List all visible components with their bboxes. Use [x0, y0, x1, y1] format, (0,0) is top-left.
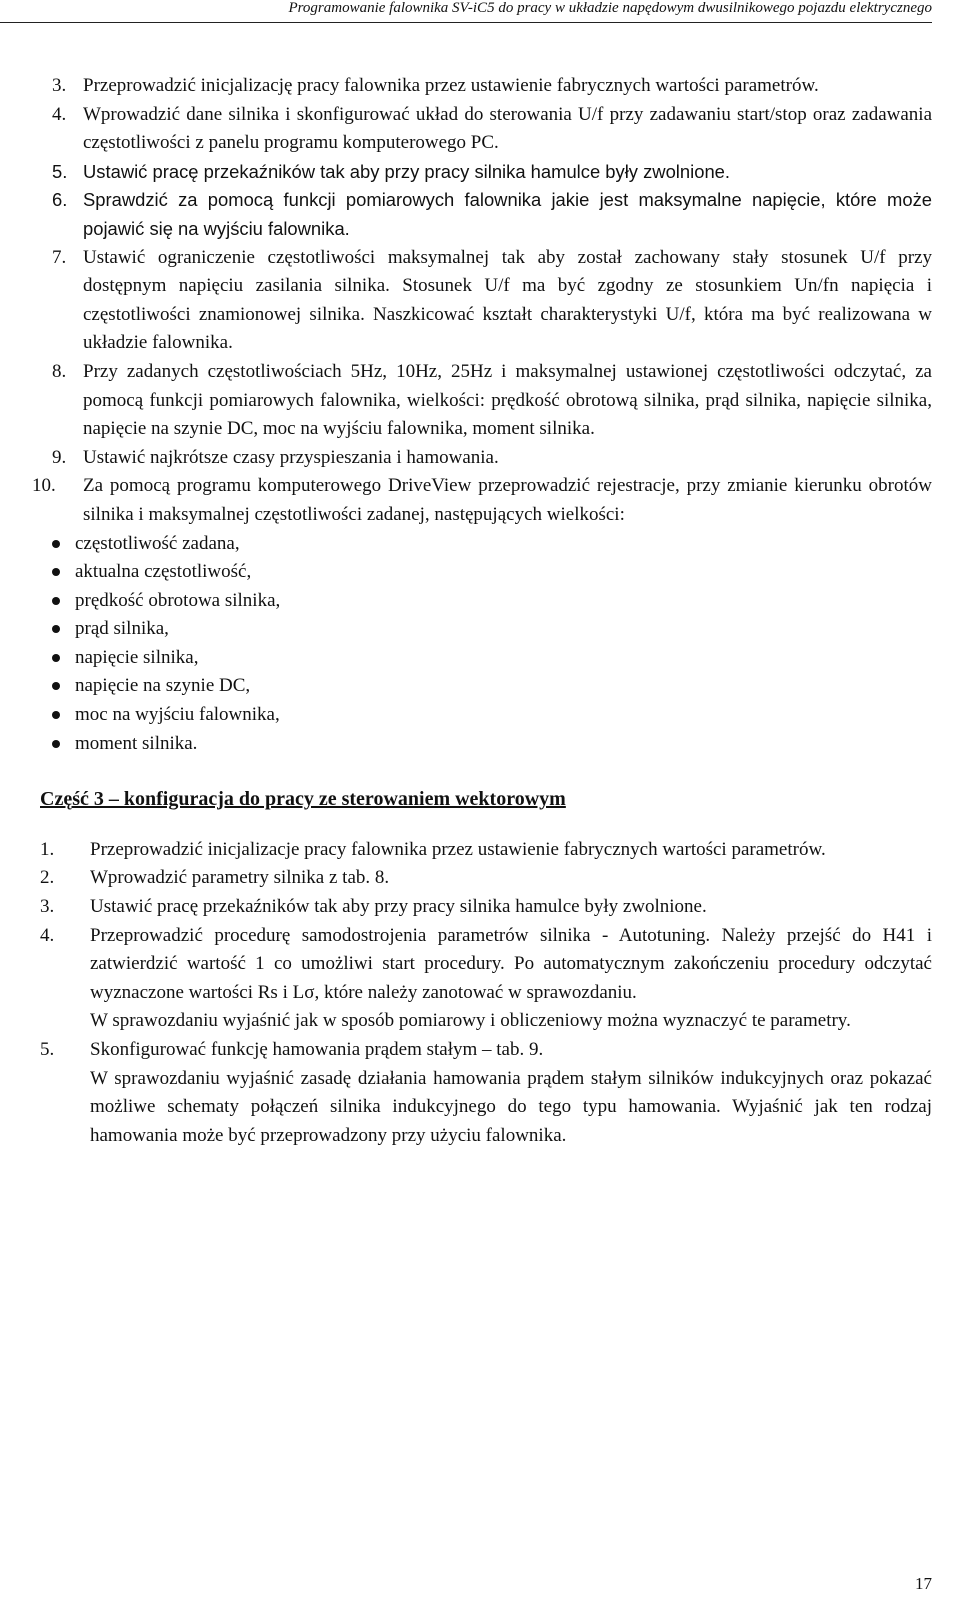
bullet-dot-icon — [52, 615, 75, 644]
running-header — [0, 0, 932, 23]
bullet-dot-icon — [52, 587, 75, 616]
bullet-dot-icon — [52, 730, 75, 759]
item-continuation: W sprawozdaniu wyjaśnić zasadę działania hamowania prądem stałym silników indukcyjnych oraz pokazać możliwe schematy połączeń silnika indukcyjnego do tego typu hamowania. Wyjaśnić jak ten rodzaj hamowania może być przeprowadzony przy użyciu falownika. — [90, 1067, 932, 1146]
item-text: Skonfigurować funkcję hamowania prądem stałym – tab. 9. — [90, 1039, 544, 1060]
list-item — [52, 444, 932, 473]
list-item — [40, 1036, 932, 1065]
bullet-text: moment silnika. — [75, 732, 198, 754]
bullet-dot-icon — [52, 701, 75, 730]
bullet-dot-icon — [52, 644, 75, 673]
item-text: Przeprowadzić inicjalizacje pracy falownika przez ustawienie fabrycznych wartości parametrów. — [90, 838, 826, 860]
item-text: Ustawić najkrótsze czasy przyspieszania i hamowania. — [83, 446, 499, 468]
item-number: 5. — [52, 160, 68, 182]
list-item — [52, 158, 932, 187]
item-number: 5. — [40, 1039, 55, 1060]
list-item — [52, 72, 932, 101]
bullet-text: prąd silnika, — [75, 618, 169, 640]
item-number: 8. — [52, 360, 67, 382]
part2-list — [32, 72, 932, 530]
bullet-item — [52, 672, 932, 701]
section-heading: Część 3 – konfiguracja do pracy ze sterowaniem wektorowym — [40, 788, 566, 811]
bullet-item — [52, 558, 932, 587]
document-body — [32, 72, 932, 1150]
part3-list — [40, 836, 932, 1151]
bullet-item — [52, 615, 932, 644]
bullet-text: napięcie na szynie DC, — [75, 675, 251, 697]
bullet-item — [52, 701, 932, 730]
item-text: Przeprowadzić inicjalizację pracy falownika przez ustawienie fabrycznych wartości parametrów. — [83, 75, 819, 96]
item-number: 7. — [52, 246, 67, 268]
bullet-text: napięcie silnika, — [75, 646, 199, 668]
bullet-item — [52, 730, 932, 759]
item-number: 10. — [32, 475, 56, 497]
item-text: Wprowadzić dane silnika i skonfigurować układ do sterowania U/f przy zadawaniu start/stop oraz zadawania częstotliwości z panelu programu komputerowego PC. — [83, 103, 932, 154]
list-item — [52, 244, 932, 358]
bullet-text: aktualna częstotliwość, — [75, 561, 252, 583]
bullet-text: częstotliwość zadana, — [75, 532, 240, 554]
page-number: 17 — [915, 1574, 932, 1593]
list-item — [40, 864, 932, 893]
item-continuation: W sprawozdaniu wyjaśnić jak w sposób pomiarowy i obliczeniowy można wyznaczyć te parametry. — [90, 1010, 851, 1032]
bullet-dot-icon — [52, 558, 75, 587]
item-number: 3. — [52, 75, 67, 96]
item-number: 1. — [40, 838, 55, 860]
item-number: 2. — [40, 867, 55, 889]
list-item — [52, 101, 932, 158]
header-title: Programowanie falownika SV-iC5 do pracy w układzie napędowym dwusilnikowego pojazdu elektrycznego — [0, 0, 932, 23]
item-number: 4. — [52, 103, 67, 125]
item-number: 4. — [40, 924, 55, 946]
list-item — [52, 186, 932, 243]
item-text: Ustawić pracę przekaźników tak aby przy pracy silnika hamulce były zwolnione. — [83, 160, 731, 182]
list-item — [40, 922, 932, 1008]
bullet-item — [52, 644, 932, 673]
item-number: 3. — [40, 896, 55, 918]
item-number: 9. — [52, 446, 67, 468]
item-text: Ustawić ograniczenie częstotliwości maksymalnej tak aby został zachowany stały stosunek U/f przy dostępnym napięciu zasilania silnika. Stosunek U/f ma być zgodny ze stosunkiem Un/fn napięcia i częstotliwości znamionowej silnika. Naszkicować kształt charakterystyki U/f, która ma być realizowana w układzie falownika. — [83, 246, 932, 354]
measured-quantities-list — [52, 530, 932, 759]
bullet-text: moc na wyjściu falownika, — [75, 704, 280, 726]
item-text: Przy zadanych częstotliwościach 5Hz, 10Hz, 25Hz i maksymalnej ustawionej częstotliwości odczytać, za pomocą funkcji pomiarowych falownika, wielkości: prędkość obrotową silnika, prąd silnika, napięcie silnika, napięcie na szynie DC, moc na wyjściu falownika, moment silnika. — [83, 360, 932, 440]
item-text: Sprawdzić za pomocą funkcji pomiarowych falownika jakie jest maksymalne napięcie, które może pojawić się na wyjściu falownika. — [83, 189, 932, 239]
item-number: 6. — [52, 189, 68, 211]
list-item — [40, 893, 932, 922]
item-text: Za pomocą programu komputerowego DriveView przeprowadzić rejestracje, przy zmianie kierunku obrotów silnika i maksymalnej częstotliwości zadanej, następujących wielkości: — [83, 475, 932, 525]
item-text: Ustawić pracę przekaźników tak aby przy pracy silnika hamulce były zwolnione. — [90, 896, 707, 918]
list-item — [52, 358, 932, 444]
bullet-item — [52, 587, 932, 616]
bullet-text: prędkość obrotowa silnika, — [75, 589, 281, 611]
list-item — [40, 836, 932, 865]
item-text: Wprowadzić parametry silnika z tab. 8. — [90, 867, 390, 889]
bullet-item — [52, 530, 932, 559]
list-item — [32, 472, 932, 529]
bullet-dot-icon — [52, 530, 75, 559]
item-text: Przeprowadzić procedurę samodostrojenia parametrów silnika - Autotuning. Należy przejść do H41 i zatwierdzić wartość 1 co umożliwi start procedury. Po automatycznym zakończeniu procedury odczytać wyznaczone wartości Rs i Lσ, które należy zanotować w sprawozdaniu. — [90, 924, 932, 1003]
bullet-dot-icon — [52, 672, 75, 701]
